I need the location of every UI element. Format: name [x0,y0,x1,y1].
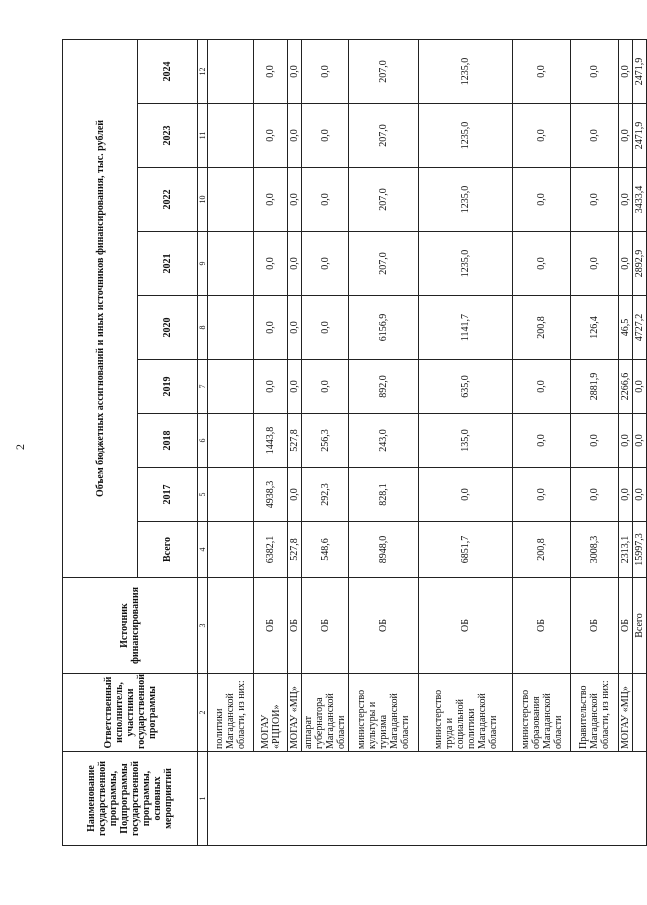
value-cell: 0,0 [513,168,571,232]
source-cell: ОБ [288,578,302,674]
value-cell: 0,0 [633,414,647,468]
value-cell: 0,0 [513,360,571,414]
value-cell [208,39,254,103]
value-cell: 126,4 [571,296,619,360]
value-cell: 2313,1 [619,522,633,578]
value-cell: 0,0 [619,168,633,232]
header-year-2022: 2022 [138,168,198,232]
table-row [619,39,633,845]
value-cell: 0,0 [254,360,288,414]
value-cell: 0,0 [571,468,619,522]
value-cell: 200,8 [513,296,571,360]
value-cell: 256,3 [302,414,349,468]
value-cell: 2471,9 [633,104,647,168]
value-cell: 527,8 [288,522,302,578]
value-cell: 0,0 [302,39,349,103]
executor-cell: министерство труда и социальной политики Магаданской области [419,674,513,752]
executor-cell: аппарат губернатора Магаданской области [302,674,349,752]
value-cell: 0,0 [619,232,633,296]
value-cell: 0,0 [254,232,288,296]
value-cell: 548,6 [302,522,349,578]
value-cell: 0,0 [254,168,288,232]
value-cell: 1443,8 [254,414,288,468]
value-cell [208,296,254,360]
value-cell: 2471,9 [633,39,647,103]
column-index: 10 [198,168,208,232]
header-year-2020: 2020 [138,296,198,360]
value-cell: 6851,7 [419,522,513,578]
value-cell: 200,8 [513,522,571,578]
column-index: 8 [198,296,208,360]
value-cell: 828,1 [349,468,419,522]
source-cell: ОБ [619,578,633,674]
value-cell [208,168,254,232]
value-cell: 0,0 [254,104,288,168]
value-cell [208,468,254,522]
value-cell: 292,3 [302,468,349,522]
value-cell: 0,0 [419,468,513,522]
value-cell [208,414,254,468]
source-cell: ОБ [571,578,619,674]
header-executor: Ответственный исполнитель, участники государственной программы [63,674,198,752]
value-cell: 1235,0 [419,39,513,103]
source-cell: Всего [633,578,647,674]
header-year-2021: 2021 [138,232,198,296]
column-index: 12 [198,39,208,103]
value-cell: 0,0 [302,104,349,168]
column-index: 6 [198,414,208,468]
header-year-2019: 2019 [138,360,198,414]
value-cell [208,232,254,296]
source-cell: ОБ [349,578,419,674]
value-cell: 1141,7 [419,296,513,360]
column-index: 1 [198,752,208,846]
header-year-2018: 2018 [138,414,198,468]
value-cell: 0,0 [619,104,633,168]
value-cell: 0,0 [513,104,571,168]
value-cell: 0,0 [288,468,302,522]
value-cell: 243,0 [349,414,419,468]
value-cell: 6156,9 [349,296,419,360]
source-cell: ОБ [302,578,349,674]
header-total: Всего [138,522,198,578]
source-cell: ОБ [513,578,571,674]
table-row [302,39,349,845]
executor-cell: МОГАУ «МЦ» [288,674,302,752]
value-cell: 0,0 [288,104,302,168]
value-cell [208,360,254,414]
value-cell: 0,0 [619,39,633,103]
table-row [254,39,288,845]
value-cell: 2266,6 [619,360,633,414]
header-year-2023: 2023 [138,104,198,168]
executor-cell: МОГАУ «МЦ» [619,674,633,752]
value-cell: 0,0 [571,39,619,103]
value-cell [208,104,254,168]
value-cell: 6382,1 [254,522,288,578]
header-source: Источник финансирования [63,578,198,674]
value-cell: 635,0 [419,360,513,414]
column-index-row [198,39,208,845]
value-cell: 207,0 [349,232,419,296]
program-name-cell [208,752,647,846]
rotated-table-container [62,40,645,846]
column-index: 7 [198,360,208,414]
page-number: 2 [13,444,27,450]
value-cell: 15997,3 [633,522,647,578]
value-cell: 2892,9 [633,232,647,296]
value-cell: 0,0 [288,39,302,103]
table-row-total [633,39,647,845]
value-cell: 3008,3 [571,522,619,578]
value-cell: 207,0 [349,104,419,168]
table-row [419,39,513,845]
header-program-name: Наименование государственной программы, Подпрограммы государственной программы, основных мероприятий [63,752,198,846]
value-cell: 892,0 [349,360,419,414]
value-cell [208,522,254,578]
source-cell: ОБ [254,578,288,674]
column-index: 5 [198,468,208,522]
column-index: 11 [198,104,208,168]
value-cell: 0,0 [302,168,349,232]
column-index: 2 [198,674,208,752]
value-cell: 0,0 [513,414,571,468]
table-row [208,39,254,845]
header-year-2017: 2017 [138,468,198,522]
value-cell: 527,8 [288,414,302,468]
header-year-2024: 2024 [138,39,198,103]
table-row [571,39,619,845]
value-cell: 0,0 [288,360,302,414]
executor-cell: политики Магаданской области, из них: [208,674,254,752]
executor-cell: министерство культуры и туризма Магаданской области [349,674,419,752]
value-cell: 207,0 [349,168,419,232]
value-cell: 4938,3 [254,468,288,522]
source-cell: ОБ [419,578,513,674]
value-cell: 4727,2 [633,296,647,360]
executor-cell [633,674,647,752]
value-cell: 0,0 [571,232,619,296]
value-cell: 3433,4 [633,168,647,232]
value-cell: 0,0 [571,168,619,232]
value-cell: 1235,0 [419,232,513,296]
value-cell: 0,0 [513,39,571,103]
executor-cell: МОГАУ «РЦПОИ» [254,674,288,752]
column-index: 9 [198,232,208,296]
value-cell: 0,0 [254,296,288,360]
executor-cell: министерство образования Магаданской области [513,674,571,752]
value-cell: 0,0 [571,414,619,468]
value-cell: 2881,9 [571,360,619,414]
value-cell: 0,0 [571,104,619,168]
value-cell: 0,0 [302,360,349,414]
value-cell: 0,0 [633,360,647,414]
value-cell: 207,0 [349,39,419,103]
value-cell: 0,0 [288,232,302,296]
value-cell: 0,0 [619,468,633,522]
value-cell: 0,0 [513,468,571,522]
column-index: 3 [198,578,208,674]
value-cell: 1235,0 [419,168,513,232]
value-cell: 0,0 [513,232,571,296]
value-cell: 135,0 [419,414,513,468]
value-cell: 0,0 [619,414,633,468]
source-cell [208,578,254,674]
table-row [288,39,302,845]
value-cell: 0,0 [288,168,302,232]
value-cell: 0,0 [254,39,288,103]
column-index: 4 [198,522,208,578]
value-cell: 1235,0 [419,104,513,168]
table-row [513,39,571,845]
value-cell: 46,5 [619,296,633,360]
executor-cell: Правительство Магаданской области, из них: [571,674,619,752]
header-funding: Объем бюджетных ассигнований и иных источников финансирования, тыс. рублей [63,39,138,577]
funding-table [62,39,647,846]
value-cell: 0,0 [633,468,647,522]
value-cell: 8948,0 [349,522,419,578]
table-row [349,39,419,845]
value-cell: 0,0 [288,296,302,360]
value-cell: 0,0 [302,232,349,296]
value-cell: 0,0 [302,296,349,360]
